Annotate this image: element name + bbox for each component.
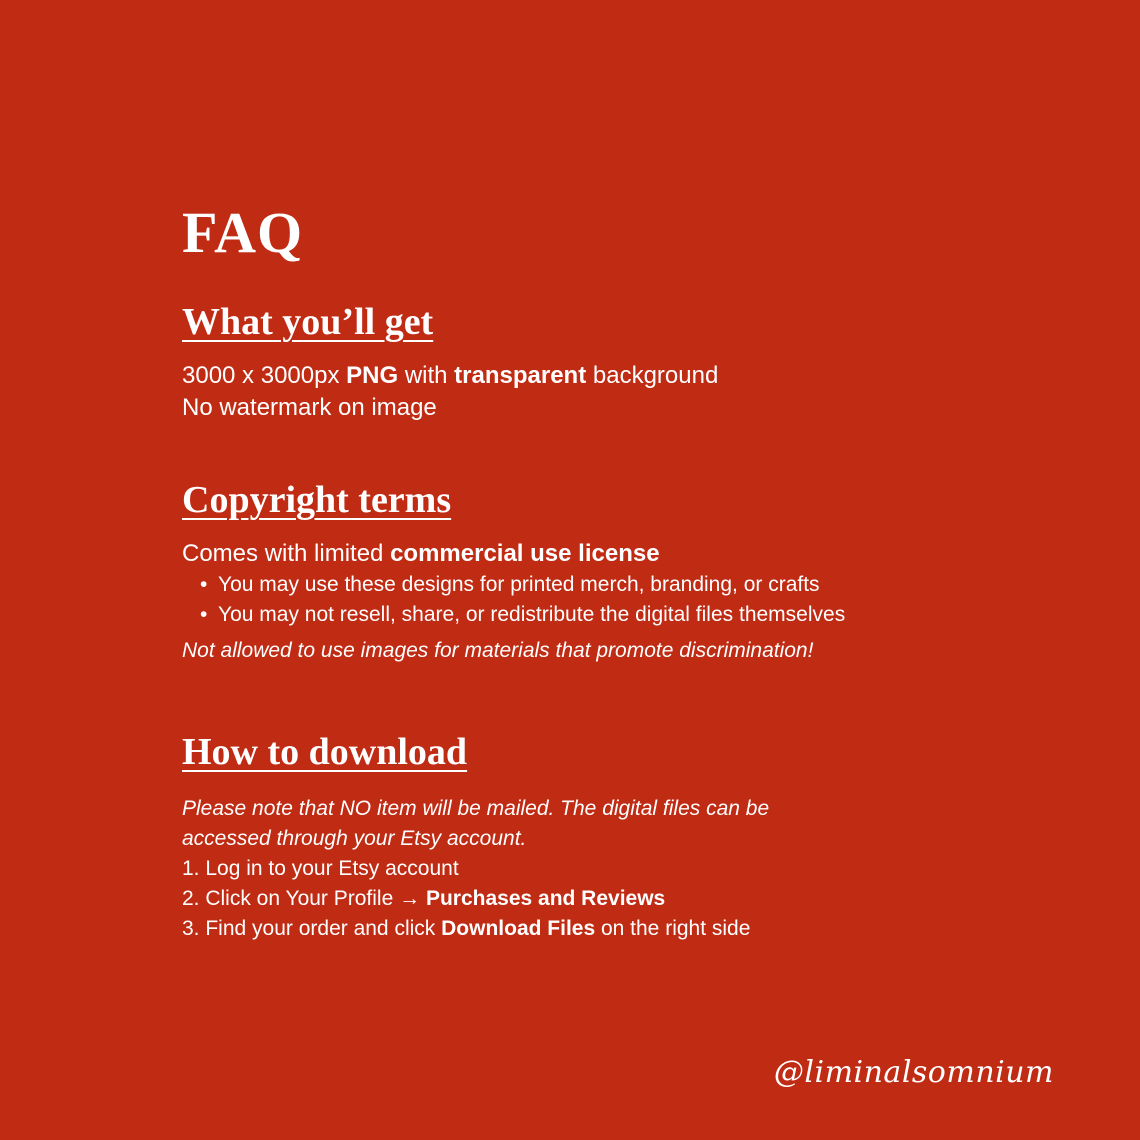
download-step-1: 1. Log in to your Etsy account (182, 857, 459, 880)
license-bullet-list (182, 570, 845, 630)
list-item (200, 600, 845, 630)
list-item (200, 570, 845, 600)
mail-note-line-2: accessed through your Etsy account. (182, 827, 527, 850)
license-intro-text: Comes with limited (182, 540, 391, 567)
section-heading-what-youll-get: What you’ll get (182, 301, 434, 343)
license-intro-line (182, 538, 845, 570)
purchases-reviews-bold: Purchases and Reviews (425, 887, 666, 910)
section-heading-copyright-terms: Copyright terms (182, 479, 452, 521)
watermark-line: No watermark on image (182, 394, 437, 421)
download-step-3 (182, 914, 769, 944)
step-text: 2. Click on Your Profile → (182, 887, 426, 910)
file-format-bold: PNG (346, 362, 399, 389)
download-files-bold: Download Files (441, 917, 596, 940)
section-body-how-to-download (182, 794, 769, 944)
step-text: on the right side (595, 917, 751, 940)
download-step-2 (182, 884, 769, 914)
page-title: FAQ (182, 200, 304, 265)
faq-content (182, 196, 1082, 940)
file-spec-text: background (586, 362, 719, 389)
discrimination-note: Not allowed to use images for materials that promote discrimination! (182, 639, 814, 662)
bullet-dot-icon: • (200, 603, 208, 626)
section-body-what-youll-get (182, 360, 718, 424)
creator-handle: @liminalsomnium (773, 1055, 1054, 1090)
section-heading-how-to-download: How to download (182, 731, 468, 773)
transparent-bold: transparent (454, 362, 587, 389)
mail-note-line-1: Please note that NO item will be mailed. The digital files can be (182, 797, 770, 820)
file-spec-text: with (398, 362, 455, 389)
license-type-bold: commercial use license (390, 540, 660, 567)
file-spec-line (182, 360, 718, 392)
file-spec-text: 3000 x 3000px (182, 362, 347, 389)
section-body-copyright-terms (182, 538, 845, 666)
step-text: 3. Find your order and click (182, 917, 442, 940)
list-item-text: You may not resell, share, or redistribute the digital files themselves (218, 603, 846, 626)
bullet-dot-icon: • (200, 573, 208, 596)
list-item-text: You may use these designs for printed merch, branding, or crafts (218, 573, 820, 596)
